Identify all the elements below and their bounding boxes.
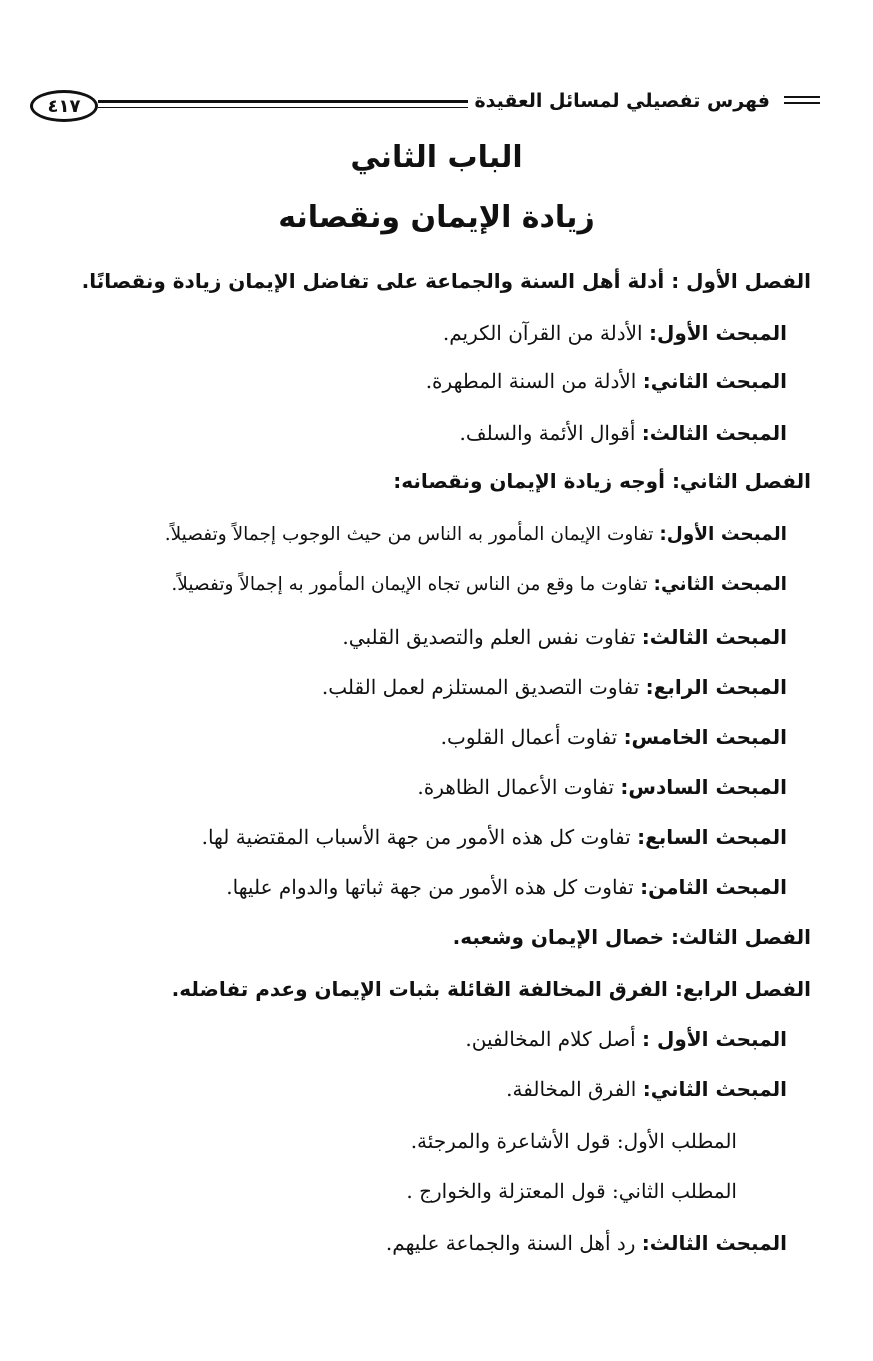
line-label: الفصل الثاني: xyxy=(671,469,811,493)
line-label: الفصل الثالث: xyxy=(671,925,811,949)
line-label: المبحث السادس: xyxy=(620,775,787,799)
line-text: تفاوت كل هذه الأمور من جهة الأسباب المقتضية لها. xyxy=(201,825,638,849)
running-title: فهرس تفصيلي لمسائل العقيدة xyxy=(468,90,776,112)
line-text: تفاوت الأعمال الظاهرة. xyxy=(417,775,621,799)
toc-line-mabhath xyxy=(506,1074,787,1104)
toc-line-mabhath xyxy=(443,318,787,348)
toc-line-mabhath xyxy=(386,1228,787,1258)
line-label: المبحث الثاني: xyxy=(653,574,787,595)
line-text: تفاوت نفس العلم والتصديق القلبي. xyxy=(342,625,642,649)
toc-line-mabhath xyxy=(417,772,787,802)
line-text: تفاوت ما وقع من الناس تجاه الإيمان المأمور به إجمالاً وتفصيلاً. xyxy=(171,574,654,595)
header-dashes xyxy=(784,96,820,108)
toc-line-fasl-2 xyxy=(393,466,811,496)
line-text: الأدلة من السنة المطهرة. xyxy=(425,369,643,393)
line-label: المبحث الثامن: xyxy=(640,875,787,899)
page-number: ٤١٧ xyxy=(30,90,98,122)
chapter-title: الباب الثاني xyxy=(350,140,523,175)
line-text: الأدلة من القرآن الكريم. xyxy=(442,321,649,345)
line-text: أوجه زيادة الإيمان ونقصانه: xyxy=(393,469,672,493)
line-text: أصل كلام المخالفين. xyxy=(465,1027,643,1051)
toc-line-mabhath xyxy=(460,418,787,448)
toc-line-matlab xyxy=(406,1176,737,1206)
toc-line-mabhath xyxy=(465,1024,787,1054)
line-text: خصال الإيمان وشعبه. xyxy=(452,925,671,949)
line-label: المبحث الأول: xyxy=(648,321,787,345)
toc-line-fasl-1 xyxy=(82,266,811,296)
line-label: المبحث الرابع: xyxy=(645,675,787,699)
line-label: المبحث السابع: xyxy=(637,825,787,849)
line-label: المبحث الثاني: xyxy=(642,369,787,393)
line-label: الفصل الأول : xyxy=(671,269,811,293)
chapter-subtitle: زيادة الإيمان ونقصانه xyxy=(278,200,595,235)
line-text: قول المعتزلة والخوارج . xyxy=(406,1179,612,1203)
line-text: قول الأشاعرة والمرجئة. xyxy=(410,1129,617,1153)
line-label: المطلب الأول: xyxy=(616,1129,737,1153)
toc-line-mabhath xyxy=(441,722,787,752)
toc-line-mabhath xyxy=(226,872,787,902)
page-header xyxy=(30,86,820,130)
toc-line-mabhath xyxy=(165,520,787,550)
toc-line-mabhath xyxy=(202,822,787,852)
toc-line-mabhath xyxy=(426,366,787,396)
line-text: تفاوت أعمال القلوب. xyxy=(440,725,624,749)
line-text: الفرق المخالفة. xyxy=(506,1077,643,1101)
line-label: المبحث الأول : xyxy=(642,1027,787,1051)
line-text: الفرق المخالفة القائلة بثبات الإيمان وعدم تفاضله. xyxy=(171,977,675,1001)
line-text: تفاوت التصديق المستلزم لعمل القلب. xyxy=(321,675,646,699)
line-label: المبحث الثالث: xyxy=(641,421,787,445)
line-text: رد أهل السنة والجماعة عليهم. xyxy=(385,1231,642,1255)
line-text: أقوال الأئمة والسلف. xyxy=(459,421,642,445)
toc-line-fasl-3 xyxy=(453,922,811,952)
line-label: المبحث الأول: xyxy=(659,524,787,545)
line-label: المبحث الثاني: xyxy=(642,1077,787,1101)
toc-line-matlab xyxy=(411,1126,737,1156)
toc-line-mabhath xyxy=(342,622,787,652)
toc-line-mabhath xyxy=(171,570,787,600)
toc-line-mabhath xyxy=(322,672,787,702)
line-label: المطلب الثاني: xyxy=(612,1179,737,1203)
line-label: الفصل الرابع: xyxy=(674,977,811,1001)
line-text: أدلة أهل السنة والجماعة على تفاضل الإيمان زيادة ونقصانًا. xyxy=(81,269,672,293)
line-label: المبحث الثالث: xyxy=(641,625,787,649)
toc-line-fasl-4 xyxy=(172,974,811,1004)
line-text: تفاوت كل هذه الأمور من جهة ثباتها والدوام عليها. xyxy=(226,875,641,899)
line-label: المبحث الخامس: xyxy=(623,725,787,749)
line-label: المبحث الثالث: xyxy=(641,1231,787,1255)
line-text: تفاوت الإيمان المأمور به الناس من حيث الوجوب إجمالاً وتفصيلاً. xyxy=(164,524,660,545)
